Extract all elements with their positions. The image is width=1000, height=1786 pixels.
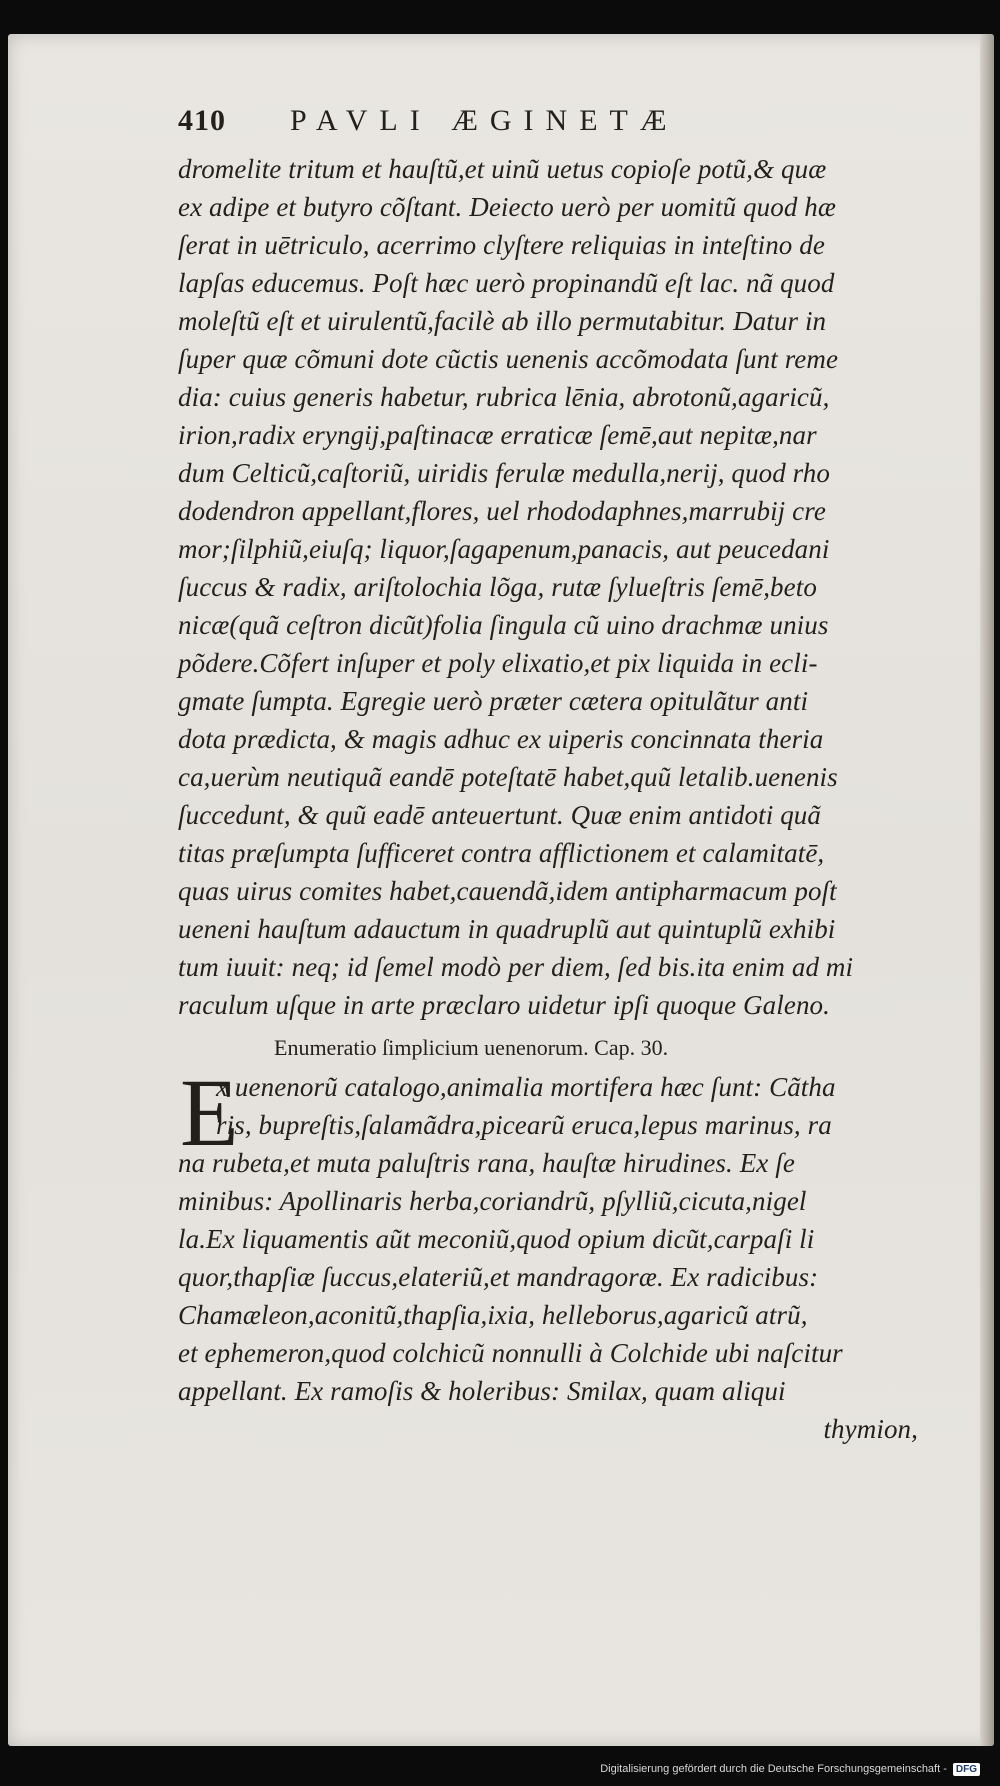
page-edge-shadow <box>980 34 994 1746</box>
text-line: gmate ſumpta. Egregie uerò præter cætera opitulãtur anti <box>178 686 809 716</box>
book-page <box>8 34 994 1746</box>
chapter-text <box>178 1144 918 1410</box>
digitization-footer <box>600 1760 980 1778</box>
text-line: nicæ(quã ceſtron dicũt)folia ſingula cũ uino drachmæ unius <box>178 610 829 640</box>
text-line: ueneni hauſtum adauctum in quadruplũ aut quintuplũ exhibi <box>178 914 836 944</box>
text-line: mor;ſilphiũ,eiuſq; liquor,ſagapenum,panacis, aut peucedani <box>178 534 830 564</box>
text-line: ſuccedunt, & quũ eadē anteuertunt. Quæ enim antidoti quã <box>178 800 821 830</box>
text-line: dum Celticũ,caſtoriũ, uiridis ferulæ medulla,nerij, quod rho <box>178 458 830 488</box>
text-line: ſerat in uētriculo, acerrimo clyſtere reliquias in inteſtino de <box>178 230 825 260</box>
text-line: na rubeta,et muta paluſtris rana, hauſtæ hirudines. Ex ſe <box>178 1148 795 1178</box>
folio-number: 410 <box>178 104 226 137</box>
text-line: minibus: Apollinaris herba,coriandrũ, pſylliũ,cicuta,nigel <box>178 1186 807 1216</box>
text-line: ris, bupreſtis,ſalamãdra,picearũ eruca,lepus marinus, ra <box>216 1110 832 1140</box>
text-line: Chamæleon,aconitũ,thapſia,ixia, helleborus,agaricũ atrũ, <box>178 1300 808 1330</box>
text-line: ca,uerùm neutiquã eandē poteſtatē habet,quũ letalib.uenenis <box>178 762 838 792</box>
text-line: dodendron appellant,flores, uel rhododaphnes,marrubij cre <box>178 496 826 526</box>
text-line: tum iuuit: neq; id ſemel modò per diem, ſed bis.ita enim ad mi <box>178 952 854 982</box>
dfg-logo-icon: DFG <box>953 1763 980 1776</box>
text-line: x uenenorũ catalogo,animalia mortifera hæc ſunt: Cãtha <box>216 1072 836 1102</box>
text-line: ſuccus & radix, ariſtolochia lõga, rutæ ſylueſtris ſemē,beto <box>178 572 817 602</box>
text-line: quas uirus comites habet,cauendã,idem antipharmacum poſt <box>178 876 837 906</box>
text-line: la.Ex liquamentis aũt meconiũ,quod opium dicũt,carpaſi li <box>178 1224 815 1254</box>
text-line: ſuper quæ cõmuni dote cũctis uenenis accõmodata ſunt reme <box>178 344 839 374</box>
text-line: raculum uſque in arte præclaro uidetur ipſi quoque Galeno. <box>178 990 830 1020</box>
body-text <box>178 150 918 1024</box>
text-line: moleſtũ eſt et uirulentũ,facilè ab illo permutabitur. Datur in <box>178 306 827 336</box>
text-line: dota prædicta, & magis adhuc ex uiperis concinnata theria <box>178 724 824 754</box>
text-line: dia: cuius generis habetur, rubrica lēnia, abrotonũ,agaricũ, <box>178 382 830 412</box>
chapter-heading: Enumeratio ſimplicium uenenorum. Cap. 30. <box>274 1035 669 1060</box>
drop-cap: E <box>180 1059 239 1166</box>
text-line: dromelite tritum et hauſtũ,et uinũ uetus copioſe potũ,& quæ <box>178 154 827 184</box>
text-line: et ephemeron,quod colchicũ nonnulli à Colchide ubi naſcitur <box>178 1338 843 1368</box>
catchword: thymion, <box>823 1414 918 1444</box>
text-line: quor,thapſiæ ſuccus,elateriũ,et mandragoræ. Ex radicibus: <box>178 1262 819 1292</box>
footer-credit: Digitalisierung gefördert durch die Deutsche Forschungsgemeinschaft - <box>600 1763 947 1775</box>
text-block <box>178 104 918 1448</box>
text-line: põdere.Cõfert inſuper et poly elixatio,et pix liquida in ecli- <box>178 648 818 678</box>
text-line: titas præſumpta ſufficeret contra afflictionem et calamitatē, <box>178 838 825 868</box>
text-line: appellant. Ex ramoſis & holeribus: Smilax, quam aliqui <box>178 1376 786 1406</box>
page-header <box>178 104 918 150</box>
text-line: ex adipe et butyro cõſtant. Deiecto uerò per uomitũ quod hæ <box>178 192 837 222</box>
text-line: lapſas educemus. Poſt hæc uerò propinandũ eſt lac. nã quod <box>178 268 835 298</box>
text-line: irion,radix eryngij,paſtinacæ erraticæ ſemē,aut nepitæ,nar <box>178 420 817 450</box>
running-head: PAVLI ÆGINETÆ <box>290 104 679 137</box>
